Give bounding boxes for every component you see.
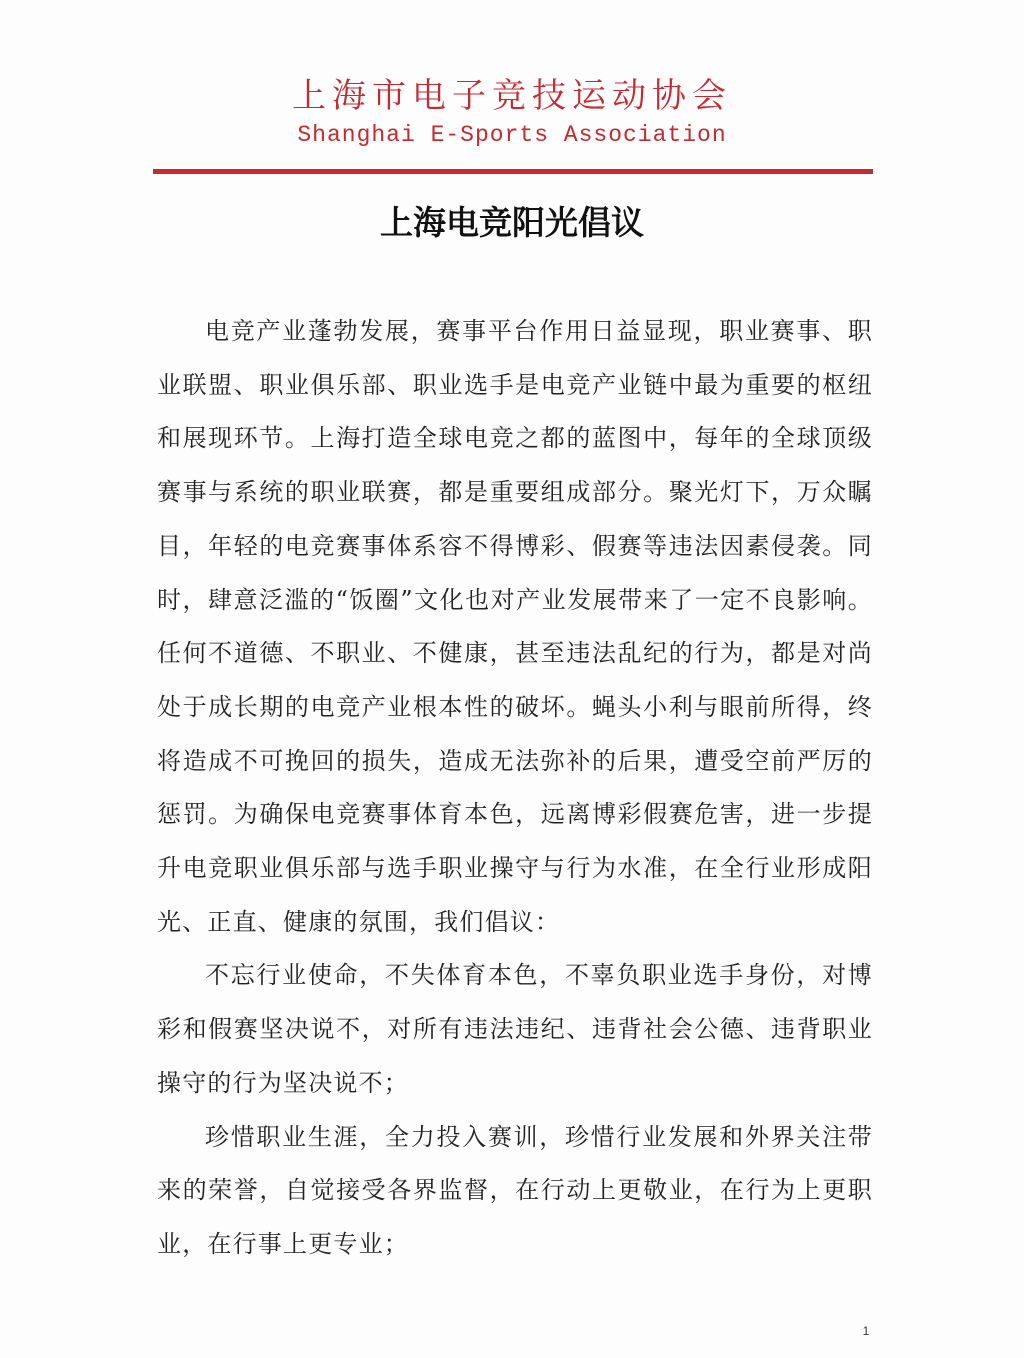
document-title: 上海电竞阳光倡议 <box>380 203 644 242</box>
letterhead-org-name-en: Shanghai E-Sports Association <box>297 122 727 148</box>
paragraph-initiative-1: 不忘行业使命，不失体育本色，不辜负职业选手身份，对博彩和假赛坚决说不，对所有违法违纪、违背社会公德、违背职业操守的行为坚决说不； <box>157 961 873 1097</box>
paragraph-intro: 电竞产业蓬勃发展，赛事平台作用日益显现，职业赛事、职业联盟、职业俱乐部、职业选手是电竞产业链中最为重要的枢纽和展现环节。上海打造全球电竞之都的蓝图中，每年的全球顶级赛事与系统的职业联赛，都是重要组成部分。聚光灯下，万众瞩目，年轻的电竞赛事体系容不得博彩、假赛等违法因素侵袭。同时，肆意泛滥的“饭圈”文化也对产业发展带来了一定不良影响。任何不道德、不职业、不健康，甚至违法乱纪的行为，都是对尚处于成长期的电竞产业根本性的破坏。蝇头小利与眼前所得，终将造成不可挽回的损失，造成无法弥补的后果，遭受空前严厉的惩罚。为确保电竞赛事体育本色，远离博彩假赛危害，进一步提升电竞职业俱乐部与选手职业操守与行为水准，在全行业形成阳光、正直、健康的氛围，我们倡议： <box>157 317 873 936</box>
letterhead-org-name-cn: 上海市电子竞技运动协会 <box>292 76 732 116</box>
document-body <box>157 305 873 1272</box>
letterhead-divider <box>153 169 873 174</box>
paragraph-initiative-2: 珍惜职业生涯，全力投入赛训，珍惜行业发展和外界关注带来的荣誉，自觉接受各界监督，在行动上更敬业，在行为上更职业，在行事上更专业； <box>157 1122 873 1258</box>
page-number: 1 <box>862 1324 870 1338</box>
